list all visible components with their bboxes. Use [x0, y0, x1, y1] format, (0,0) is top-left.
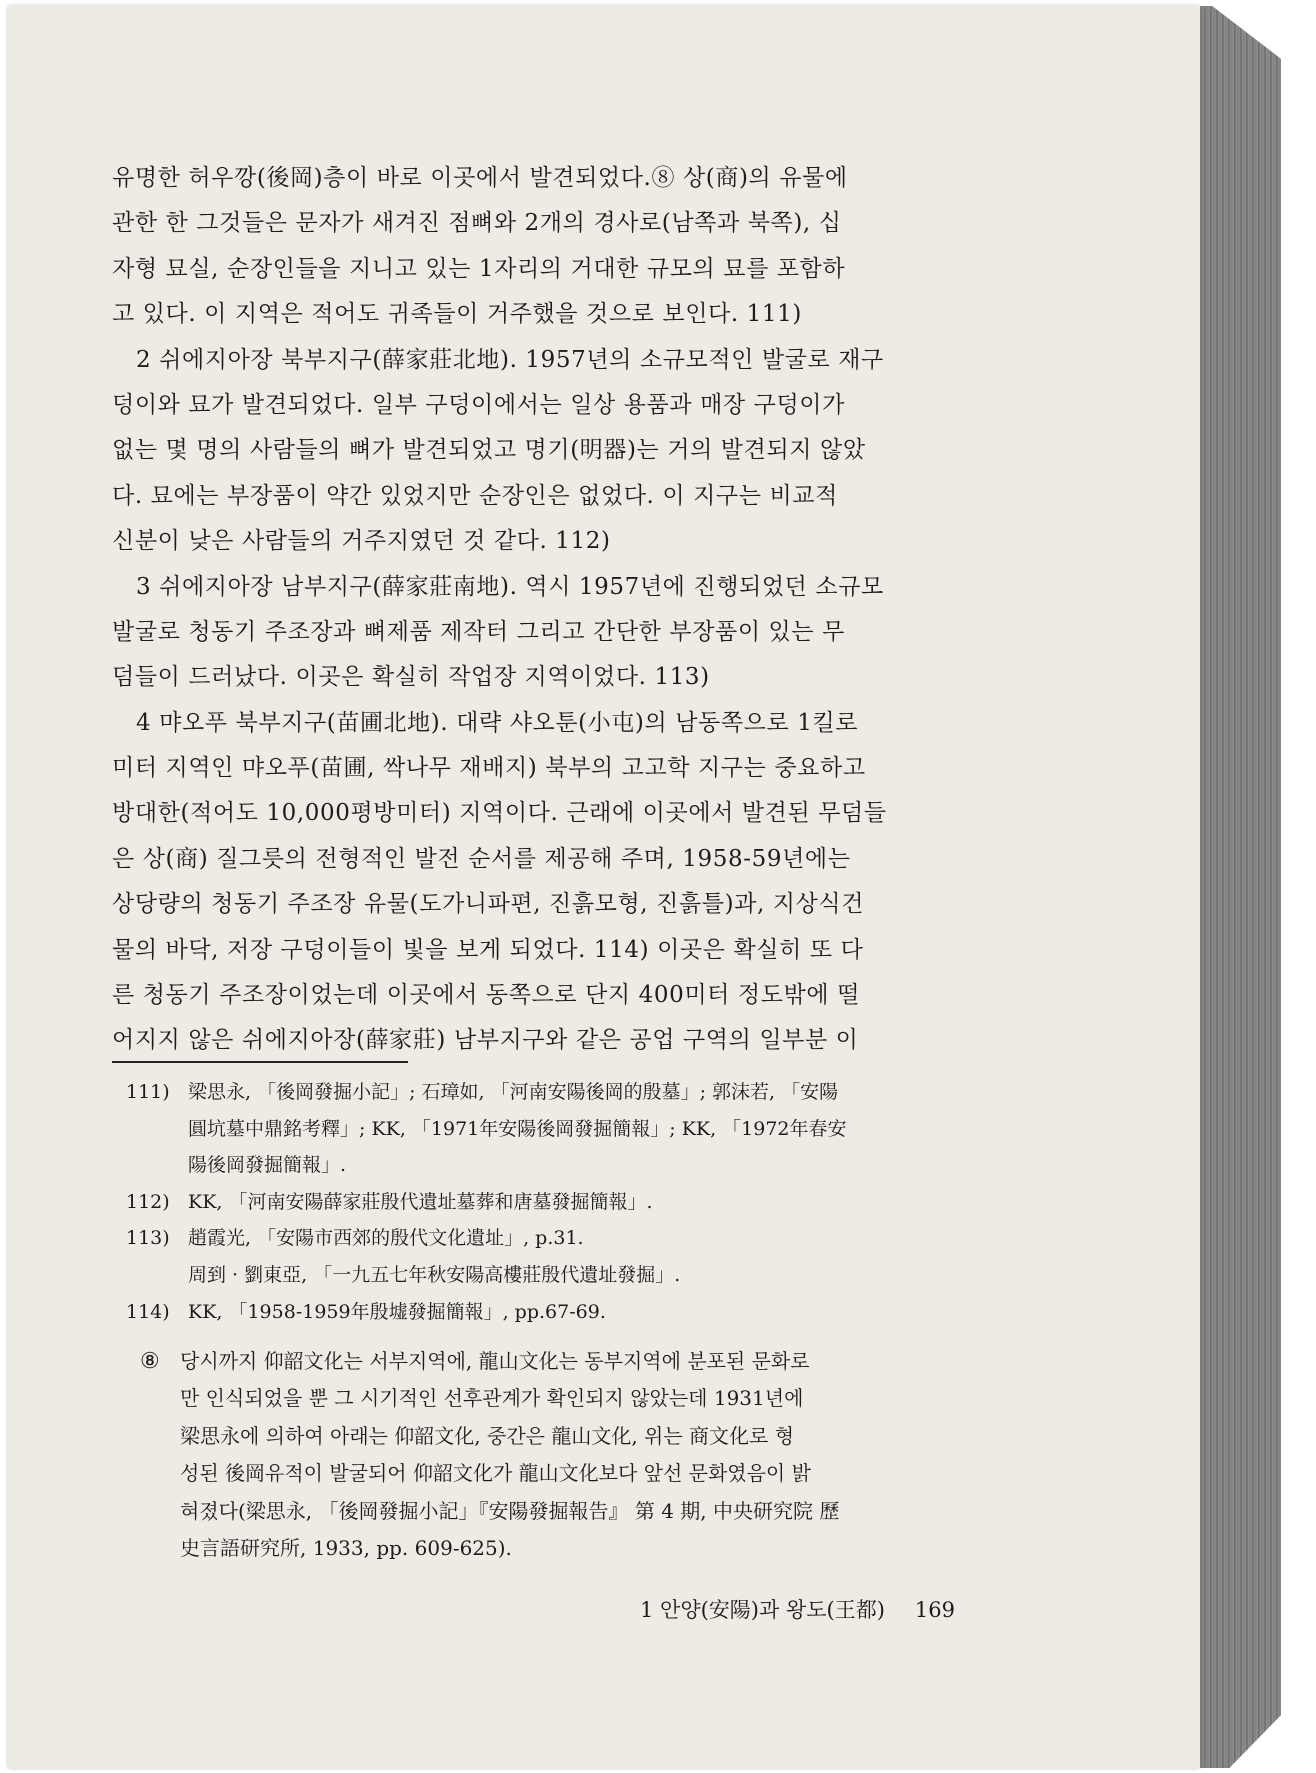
page-number: 169	[914, 1598, 956, 1622]
text-line: 방대한(적어도 10,000평방미터) 지역이다. 근래에 이곳에서 발견된 무덤들	[112, 800, 887, 827]
text-line: 다. 묘에는 부장품이 약간 있었지만 순장인은 없었다. 이 지구는 비교적	[112, 482, 838, 509]
footnote	[126, 1294, 1046, 1331]
footnote-line: 周到 · 劉東亞, 「一九五七年秋安陽高樓莊殷代遺址發掘」.	[188, 1263, 681, 1286]
footnote	[126, 1074, 1046, 1184]
translator-note-line: 성된 後岡유적이 발굴되어 仰韶文化가 龍山文化보다 앞선 문화였음이 밝	[180, 1461, 811, 1486]
translator-note-line: 혀졌다(梁思永, 「後岡發掘小記」『安陽發掘報告』 第 4 期, 中央研究院 歷	[180, 1498, 840, 1523]
text-line: 자형 묘실, 순장인들을 지니고 있는 1자리의 거대한 규모의 묘를 포함하	[112, 255, 846, 282]
text-line: 른 청동기 주조장이었는데 이곳에서 동쪽으로 단지 400미터 정도밖에 떨	[112, 982, 860, 1009]
running-footer	[640, 1594, 955, 1624]
text-line: 2 쉬에지아장 북부지구(薛家莊北地). 1957년의 소규모적인 발굴로 재구	[136, 346, 884, 373]
main-text	[112, 156, 1032, 1064]
footnote-line: 梁思永, 「後岡發掘小記」; 石璋如, 「河南安陽後岡的殷墓」; 郭沫若, 「安陽	[188, 1081, 839, 1103]
text-line: 없는 몇 명의 사람들의 뼈가 발견되었고 명기(明器)는 거의 발견되지 않았	[112, 437, 866, 464]
footnote-number: 111)	[126, 1081, 170, 1103]
text-line: 발굴로 청동기 주조장과 뼈제품 제작터 그리고 간단한 부장품이 있는 무	[112, 618, 845, 645]
footnote-line: 陽後岡發掘簡報」.	[188, 1154, 347, 1177]
footnote-line: KK, 「1958-1959年殷墟發掘簡報」, pp.67-69.	[188, 1300, 606, 1323]
footnote-number: 112)	[126, 1190, 170, 1213]
footnote-number: 114)	[126, 1300, 170, 1323]
footnotes	[126, 1074, 1046, 1330]
text-line: 어지지 않은 쉬에지아장(薛家莊) 남부지구와 같은 공업 구역의 일부분 이	[112, 1027, 859, 1054]
translator-note	[140, 1343, 1040, 1567]
translator-note-line: 史言語研究所, 1933, pp. 609-625).	[180, 1535, 512, 1560]
text-line: 4 먀오푸 북부지구(苗圃北地). 대략 샤오툰(小屯)의 남동쪽으로 1킬로	[136, 709, 859, 736]
translator-note-line: 梁思永에 의하여 아래는 仰韶文化, 중간은 龍山文化, 위는 商文化로 형	[180, 1423, 795, 1448]
footnote-number: 113)	[126, 1227, 170, 1250]
text-line: 3 쉬에지아장 남부지구(薛家莊南地). 역시 1957년에 진행되었던 소규모	[136, 573, 884, 600]
book-page-edges	[1195, 6, 1281, 1768]
footnote	[126, 1220, 1046, 1293]
text-line: 신분이 낮은 사람들의 거주지였던 것 같다. 112)	[112, 528, 611, 555]
text-line: 상당량의 청동기 주조장 유물(도가니파편, 진흙모형, 진흙틀)과, 지상식건	[112, 891, 865, 918]
text-line: 덩이와 묘가 발견되었다. 일부 구덩이에서는 일상 용품과 매장 구덩이가	[112, 391, 845, 418]
chapter-title: 1 안양(安陽)과 왕도(王都)	[640, 1598, 885, 1622]
footnote-line: 趙霞光, 「安陽市西郊的殷代文化遺址」, p.31.	[188, 1227, 584, 1250]
translator-note-mark: ⑧	[140, 1349, 160, 1374]
text-line: 물의 바닥, 저장 구덩이들이 빛을 보게 되었다. 114) 이곳은 확실히 또 다	[112, 936, 864, 963]
text-line: 고 있다. 이 지역은 적어도 귀족들이 거주했을 것으로 보인다. 111)	[112, 301, 802, 328]
footnote	[126, 1184, 1046, 1221]
footnote-line: 圓坑墓中鼎銘考釋」; KK, 「1971年安陽後岡發掘簡報」; KK, 「1972年春安	[188, 1117, 847, 1140]
translator-note-line: 만 인식되었을 뿐 그 시기적인 선후관계가 확인되지 않았는데 1931년에	[180, 1386, 804, 1411]
text-line: 덤들이 드러났다. 이곳은 확실히 작업장 지역이었다. 113)	[112, 664, 710, 691]
footnote-divider	[112, 1061, 408, 1063]
text-line: 관한 한 그것들은 문자가 새겨진 점뼈와 2개의 경사로(남쪽과 북쪽), 십	[112, 210, 842, 237]
text-line: 미터 지역인 먀오푸(苗圃, 싹나무 재배지) 북부의 고고학 지구는 중요하고	[112, 755, 866, 782]
text-line: 유명한 허우깡(後岡)층이 바로 이곳에서 발견되었다.⑧ 상(商)의 유물에	[112, 165, 848, 191]
book-page	[8, 6, 1200, 1768]
text-line: 은 상(商) 질그릇의 전형적인 발전 순서를 제공해 주며, 1958-59년에는	[112, 845, 851, 872]
footnote-line: KK, 「河南安陽薛家莊殷代遺址墓葬和唐墓發掘簡報」.	[188, 1190, 653, 1213]
translator-note-line: 당시까지 仰韶文化는 서부지역에, 龍山文化는 동부지역에 분포된 문화로	[180, 1349, 810, 1373]
